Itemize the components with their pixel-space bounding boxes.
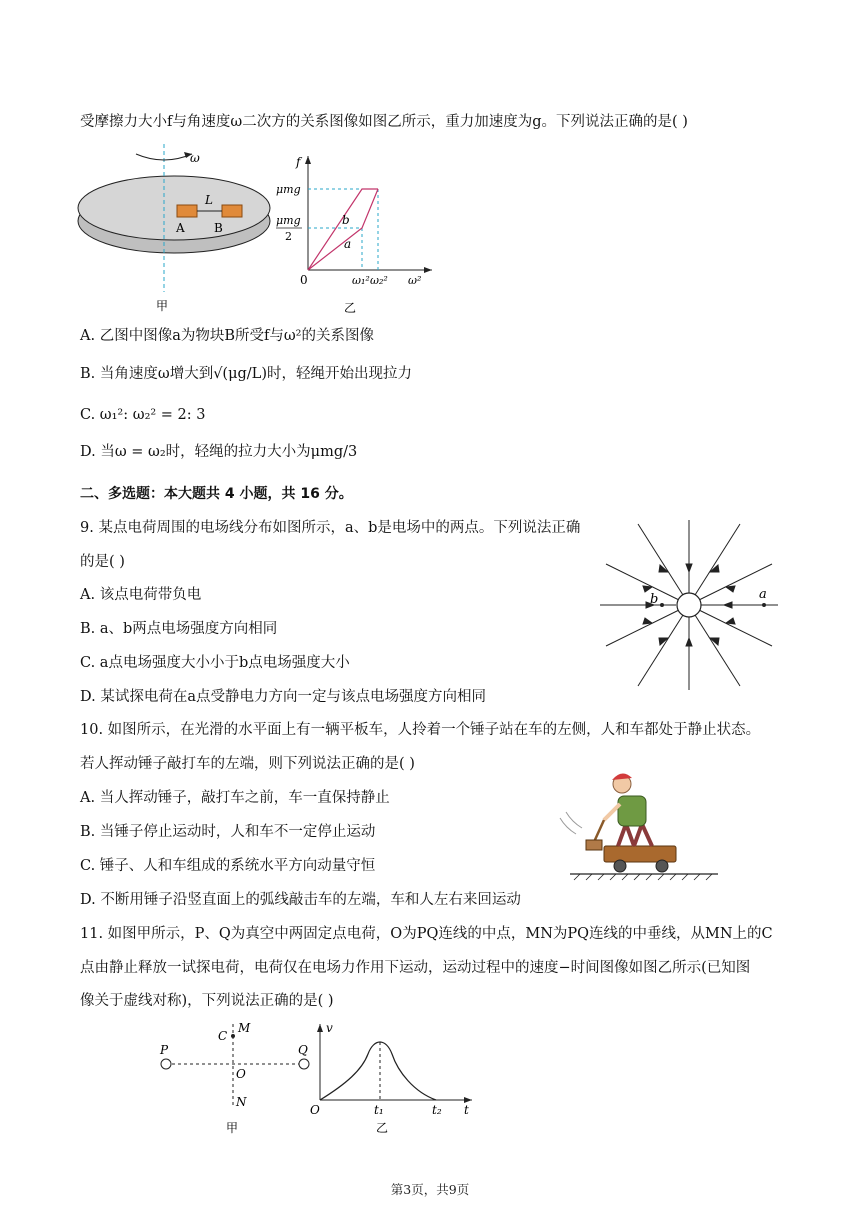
q9-option-c: C. a点电场强度大小小于b点电场强度大小 [80, 655, 350, 671]
line-b-label: b [342, 213, 350, 227]
q8-option-a: A. 乙图中图像a为物块B所受f与ω²的关系图像 [80, 328, 374, 344]
q10-option-b: B. 当锤子停止运动时，人和车不一定停止运动 [80, 824, 376, 840]
q10-cart-figure [556, 762, 724, 884]
axis-f-label: f [296, 155, 301, 169]
point-b-label: b [650, 592, 659, 607]
q11-stem-1: 11. 如图甲所示，P、Q为真空中两固定点电荷，O为PQ连线的中点，MN为PQ连线的中垂线，从MN上的C [80, 926, 773, 942]
t1-label: t₁ [374, 1103, 384, 1117]
q8-option-c: C. ω₁²: ω₂² = 2: 3 [80, 407, 206, 423]
origin-o-label: O [310, 1103, 320, 1117]
q8-stem: 受摩擦力大小f与角速度ω二次方的关系图像如图乙所示，重力加速度为g。下列说法正确的是( ) [80, 114, 688, 130]
omega-label: ω [190, 151, 200, 165]
q11-stem-2: 点由静止释放一试探电荷，电荷仅在电场力作用下运动，运动过程中的速度−时间图像如图乙所示(已知图 [80, 960, 751, 976]
q9-field-figure [596, 516, 782, 694]
q10-option-c: C. 锤子、人和车组成的系统水平方向动量守恒 [80, 858, 376, 874]
umg-label: μmg [276, 183, 301, 196]
q10-stem-1: 10. 如图所示，在光滑的水平面上有一辆平板车，人拎着一个锤子站在车的左侧，人和车都处于静止状态。 [80, 722, 761, 738]
fig-jia-caption-q11: 甲 [226, 1121, 239, 1135]
fig-jia-caption: 甲 [156, 299, 169, 313]
q9-stem-1: 9. 某点电荷周围的电场线分布如图所示，a、b是电场中的两点。下列说法正确 [80, 520, 581, 536]
point-o-label: O [236, 1067, 246, 1081]
q11-figure-jia [150, 1018, 320, 1138]
block-a-label: A [176, 221, 185, 235]
block-b-label: B [214, 221, 223, 235]
q10-option-a: A. 当人挥动锤子，敲打车之前，车一直保持静止 [80, 790, 390, 806]
fig-yi-caption: 乙 [344, 301, 357, 315]
charge-p-label: P [160, 1043, 169, 1057]
q9-option-a: A. 该点电荷带负电 [80, 587, 202, 603]
fig-yi-caption-q11: 乙 [376, 1121, 389, 1135]
q11-stem-3: 像关于虚线对称)，下列说法正确的是( ) [80, 993, 334, 1009]
q8-figure-yi [272, 150, 442, 320]
point-m-label: M [238, 1021, 251, 1035]
point-a-label: a [759, 587, 767, 602]
q9-option-b: B. a、b两点电场强度方向相同 [80, 621, 278, 637]
w-axis-label: ω² [408, 274, 422, 287]
charge-q-label: Q [298, 1043, 308, 1057]
q8-option-d: D. 当ω = ω₂时，轻绳的拉力大小为μmg/3 [80, 444, 358, 460]
origin-label: 0 [300, 273, 308, 287]
line-a-label: a [344, 237, 352, 251]
umg2-den: 2 [285, 230, 292, 243]
q9-option-d: D. 某试探电荷在a点受静电力方向一定与该点电场强度方向相同 [80, 689, 486, 705]
section-heading: 二、多选题：本大题共 4 小题，共 16 分。 [80, 486, 353, 502]
point-n-label: N [236, 1095, 247, 1109]
point-c-label: C [218, 1029, 228, 1043]
t2-label: t₂ [432, 1103, 442, 1117]
axis-t-label: t [464, 1103, 469, 1117]
q8-option-b: B. 当角速度ω增大到√(μg/L)时，轻绳开始出现拉力 [80, 366, 412, 382]
q8-figure-jia [76, 142, 276, 317]
rope-label: L [205, 193, 213, 207]
umg2-num: μmg [276, 214, 301, 227]
q9-stem-2: 的是( ) [80, 554, 125, 570]
w2-label: ω₂² [370, 274, 388, 287]
axis-v-label: v [326, 1021, 333, 1035]
q10-stem-2: 若人挥动锤子敲打车的左端，则下列说法正确的是( ) [80, 756, 415, 772]
q10-option-d: D. 不断用锤子沿竖直面上的弧线敲击车的左端，车和人左右来回运动 [80, 892, 521, 908]
w1-label: ω₁² [352, 274, 370, 287]
page-footer: 第3页，共9页 [390, 1182, 470, 1197]
q11-figure-yi [306, 1018, 486, 1148]
